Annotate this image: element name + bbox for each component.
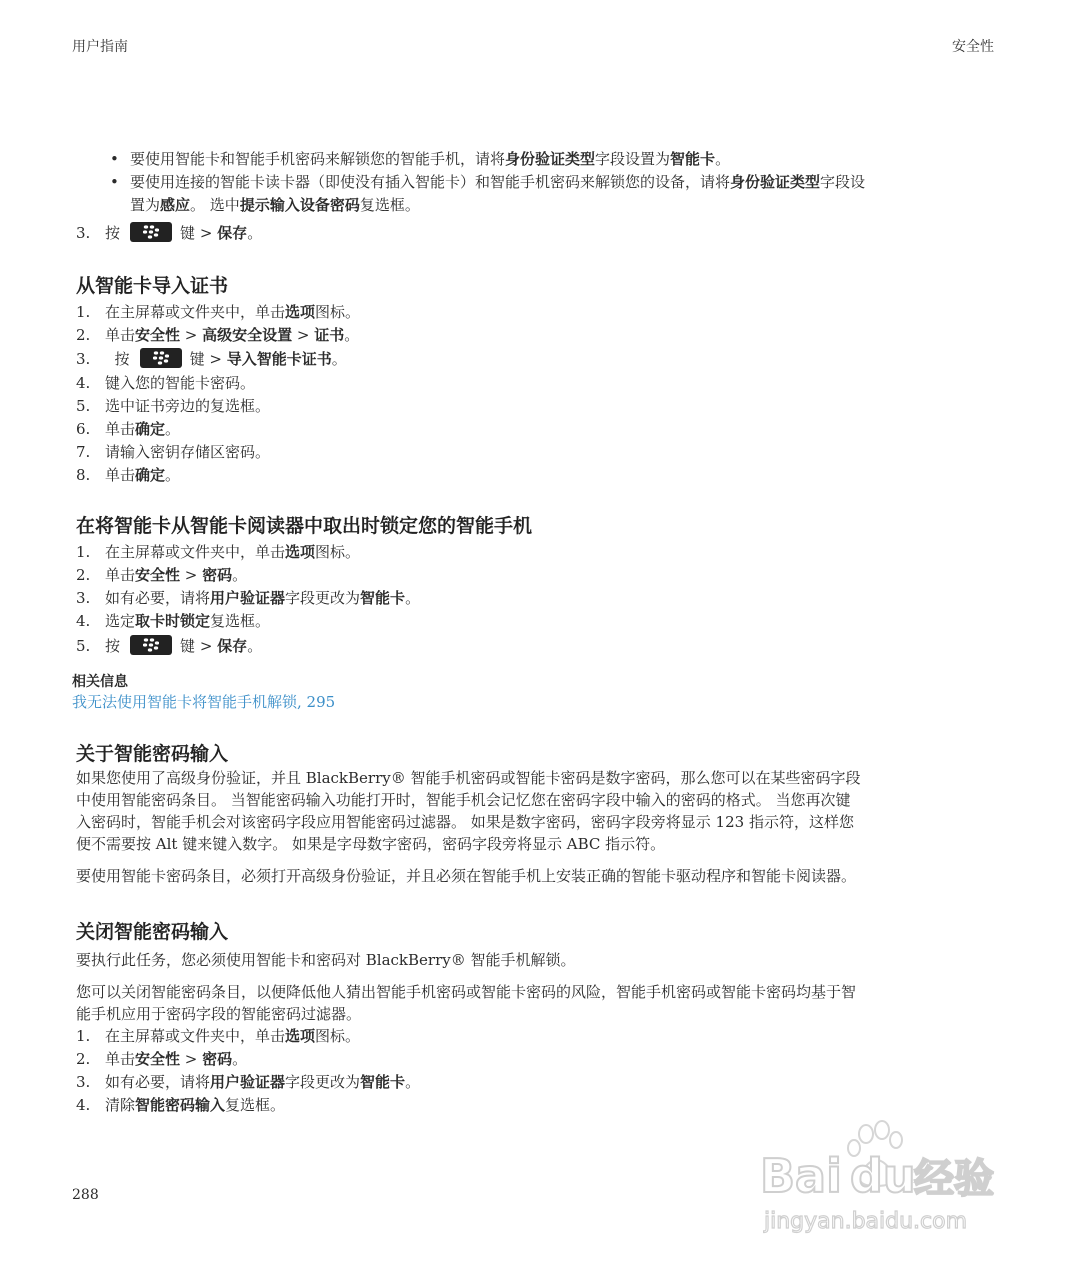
blackberry-menu-key-icon xyxy=(140,348,182,368)
page-number: 288 xyxy=(72,1187,99,1203)
list-item: 6. 单击确定。 xyxy=(76,420,181,438)
list-item: 2. 单击安全性 > 高级安全设置 > 证书。 xyxy=(76,326,360,344)
list-item: 1. 在主屏幕或文件夹中，单击选项图标。 xyxy=(76,543,361,561)
related-info-link[interactable]: 我无法使用智能卡将智能手机解锁, 295 xyxy=(72,693,336,711)
lock-on-removal-steps xyxy=(76,541,996,659)
list-item: 1. 在主屏幕或文件夹中，单击选项图标。 xyxy=(76,303,361,321)
list-item: 1. 在主屏幕或文件夹中，单击选项图标。 xyxy=(76,1027,361,1045)
header-left: 用户指南 xyxy=(72,39,128,55)
list-item: 4. 清除智能密码输入复选框。 xyxy=(76,1096,286,1114)
list-item: 5. 按 键 > 保存。 xyxy=(76,637,263,655)
list-item: 2. 单击安全性 > 密码。 xyxy=(76,566,248,584)
baidu-jingyan-watermark-icon xyxy=(754,1120,1004,1240)
watermark-url: jingyan.baidu.com xyxy=(764,1209,968,1234)
list-item: 4. 键入您的智能卡密码。 xyxy=(76,374,256,392)
smart-password-paragraph-1: 如果您使用了高级身份验证，并且 BlackBerry® 智能手机密码或智能卡密码是数字密码，那么您可以在某些密码字段 中使用智能密码条目。 当智能密码输入功能打开时，智能手机会记忆您在密码字段中输入的密码的格式。 当您再次键 入密码时，智能手机会对该密码字段应用智能密码过滤器。 如果是数字密码，密码字段旁将显示 123 指示符，这样您 便不需要按 Alt 键来键入数字。 如果是字母数字密码，密码字段旁将显示 ABC 指示符。 xyxy=(76,769,861,853)
list-item: 2. 单击安全性 > 密码。 xyxy=(76,1050,248,1068)
section-title-turn-off-smart-password: 关闭智能密码输入 xyxy=(76,921,229,943)
watermark-brand-text-2: du xyxy=(850,1149,916,1203)
intro-bullet-2: • 要使用连接的智能卡读卡器（即使没有插入智能卡）和智能手机密码来解锁您的设备，请将身份验证类型字段设 置为感应。 选中提示输入设备密码复选框。 xyxy=(76,171,996,217)
section-title-lock-on-card-removal: 在将智能卡从智能卡阅读器中取出时锁定您的智能手机 xyxy=(76,515,533,537)
list-item: 3. 按 键 > 保存。 xyxy=(76,224,263,242)
blackberry-menu-key-icon xyxy=(130,635,172,655)
list-item: 4. 选定取卡时锁定复选框。 xyxy=(76,612,271,630)
intro-steps xyxy=(76,220,996,246)
turn-off-prerequisite: 要执行此任务，您必须使用智能卡和密码对 BlackBerry® 智能手机解锁。 xyxy=(76,951,576,969)
list-item: 7. 请输入密钥存储区密码。 xyxy=(76,443,271,461)
related-info-heading: 相关信息 xyxy=(72,674,128,690)
turn-off-steps xyxy=(76,1025,996,1117)
section-title-smart-password: 关于智能密码输入 xyxy=(76,743,229,765)
page-content xyxy=(72,148,996,1117)
watermark-label: 经验 xyxy=(914,1156,994,1202)
import-certificate-steps xyxy=(76,301,996,487)
list-item: 3. 如有必要，请将用户验证器字段更改为智能卡。 xyxy=(76,589,421,607)
list-item: 3. 按 键 > 导入智能卡证书。 xyxy=(76,350,347,368)
intro-bullet-1: • 要使用智能卡和智能手机密码来解锁您的智能手机，请将身份验证类型字段设置为智能卡。 xyxy=(76,148,996,171)
header-right: 安全性 xyxy=(952,39,994,55)
list-item: 5. 选中证书旁边的复选框。 xyxy=(76,397,271,415)
section-title-import-certificate: 从智能卡导入证书 xyxy=(76,275,229,297)
list-item: 8. 单击确定。 xyxy=(76,466,181,484)
smart-password-paragraph-2: 要使用智能卡密码条目，必须打开高级身份验证，并且必须在智能手机上安装正确的智能卡驱动程序和智能卡阅读器。 xyxy=(76,867,857,885)
watermark-brand-text: Bai xyxy=(760,1149,842,1203)
turn-off-description: 您可以关闭智能密码条目，以便降低他人猜出智能手机密码或智能卡密码的风险，智能手机密码或智能卡密码均基于智 能手机应用于密码字段的智能密码过滤器。 xyxy=(76,983,857,1023)
blackberry-menu-key-icon xyxy=(130,222,172,242)
list-item: 3. 如有必要，请将用户验证器字段更改为智能卡。 xyxy=(76,1073,421,1091)
